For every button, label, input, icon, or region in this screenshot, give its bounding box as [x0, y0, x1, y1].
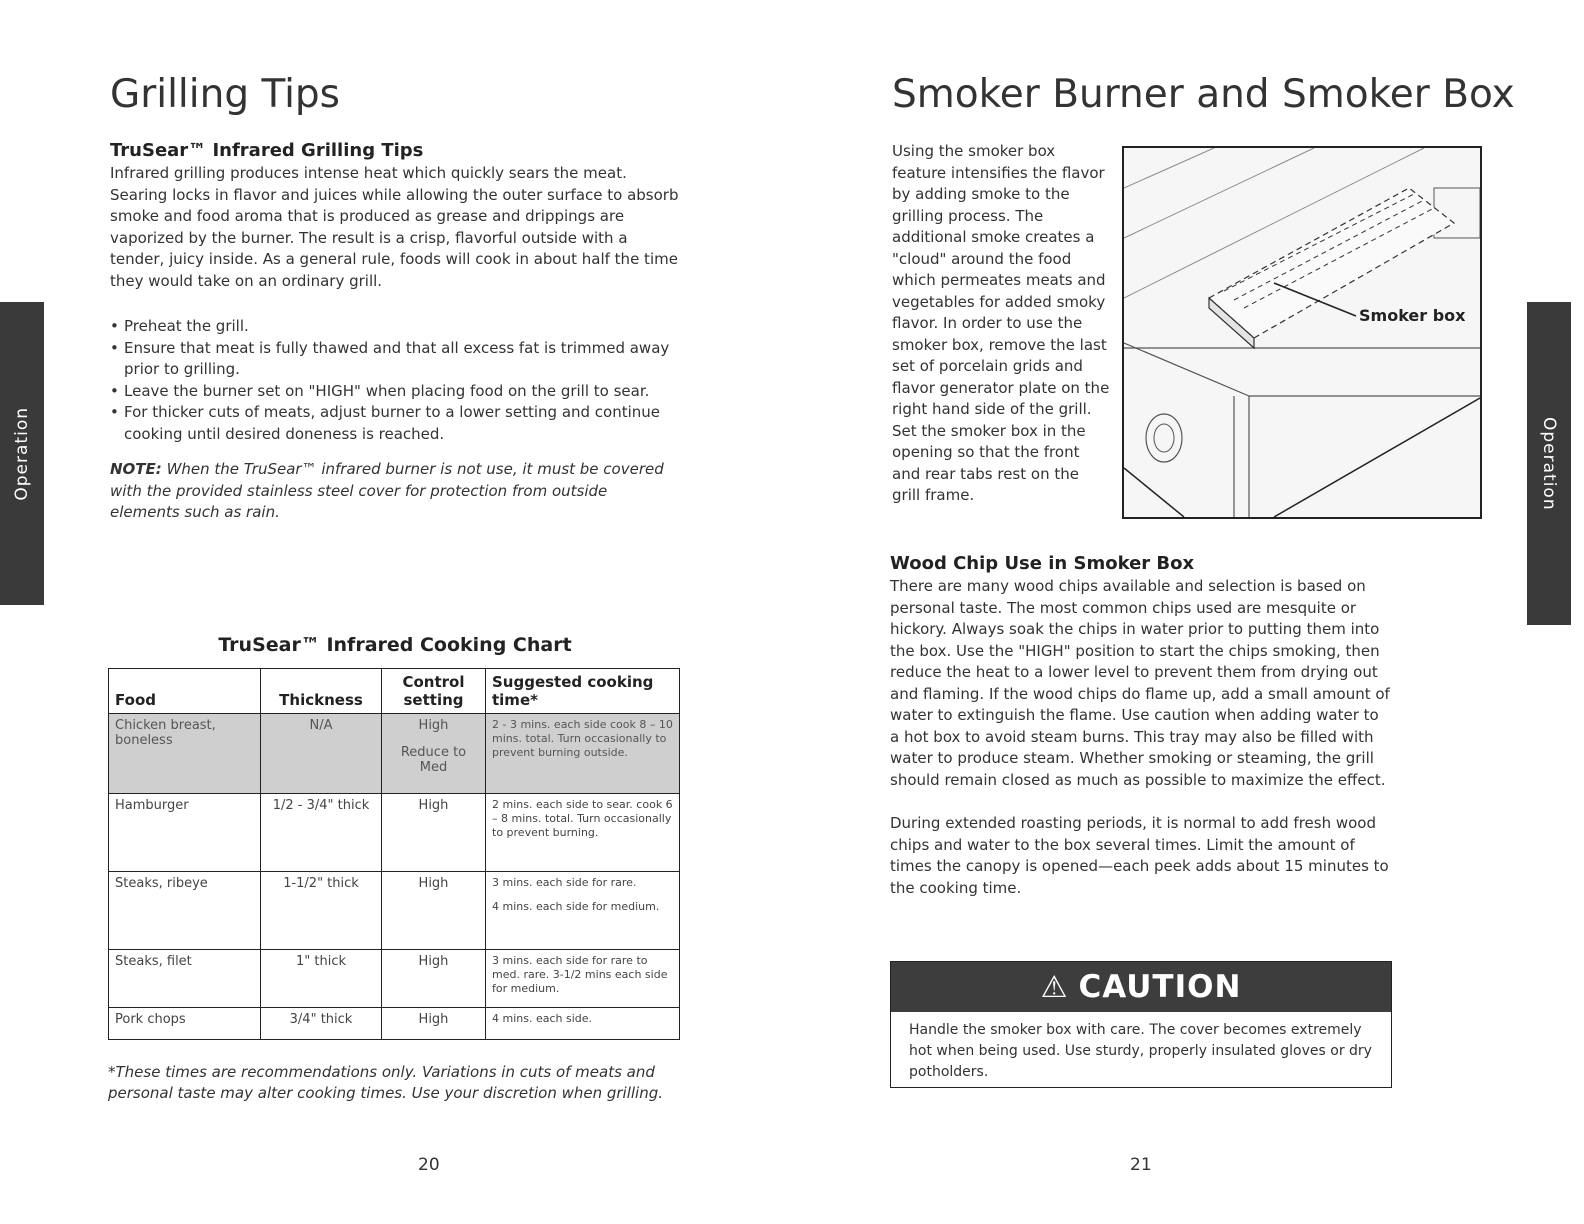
- list-item: • Preheat the grill.: [110, 316, 680, 338]
- right-page: [792, 0, 1584, 1224]
- table-row: [109, 794, 680, 872]
- wood-chip-section: [890, 553, 1390, 899]
- cell-food: Steaks, filet: [109, 950, 261, 1008]
- chart-footnote: *These times are recommendations only. Variations in cuts of meats and personal taste may alter cooking times. Use your discretion when grilling.: [108, 1063, 664, 1102]
- caution-label: CAUTION: [1078, 969, 1242, 1005]
- grill-drawing-icon: [1124, 148, 1480, 517]
- cell-time: 4 mins. each side.: [486, 1008, 680, 1040]
- time-medium: 4 mins. each side for medium.: [492, 900, 660, 913]
- section-title: Wood Chip Use in Smoker Box: [890, 553, 1195, 574]
- cell-thickness: 1/2 - 3/4" thick: [261, 794, 382, 872]
- table-row: [109, 714, 680, 794]
- caution-text: Handle the smoker box with care. The cover becomes extremely hot when being used. Use sturdy, properly insulated gloves or dry potholders.: [909, 1022, 1372, 1080]
- cell-setting: [382, 714, 486, 794]
- roasting-paragraph: During extended roasting periods, it is normal to add fresh wood chips and water to the box several times. Limit the amount of times the canopy is opened—each peek adds about 15 minutes to the cooking time.: [890, 814, 1389, 897]
- cell-setting: High: [382, 950, 486, 1008]
- smoker-box-illustration: [1122, 146, 1482, 519]
- list-item: • Leave the burner set on "HIGH" when placing food on the grill to sear.: [110, 381, 680, 403]
- figure-label-smoker-box: Smoker box: [1359, 306, 1466, 325]
- page-number: 20: [418, 1155, 440, 1175]
- time-rare: 3 mins. each side for rare.: [492, 876, 637, 889]
- table-row: [109, 1008, 680, 1040]
- cell-food: Chicken breast, boneless: [109, 714, 261, 794]
- header-food: Food: [109, 669, 261, 714]
- smoker-box-paragraph: Using the smoker box feature intensifies the flavor by adding smoke to the grilling process. The additional smoke creates a "cloud" around the food which permeates meats and vegetables for added smoky flavor. In order to use the smoker box, remove the last set of porcelain grids and flavor generator plate on the right hand side of the grill. Set the smoker box in the opening so that the front and rear tabs rest on the grill frame.: [892, 142, 1110, 504]
- cell-time: 2 mins. each side to sear. cook 6 – 8 mins. total. Turn occasionally to prevent burning.: [486, 794, 680, 872]
- cell-thickness: 1-1/2" thick: [261, 872, 382, 950]
- side-tab-label: Operation: [1539, 416, 1559, 511]
- note: [110, 459, 680, 524]
- cell-time: [486, 872, 680, 950]
- list-item: • For thicker cuts of meats, adjust burner to a lower setting and continue cooking until desired doneness is reached.: [110, 402, 680, 445]
- table-row: [109, 872, 680, 950]
- page-title: Grilling Tips: [110, 72, 341, 117]
- caution-banner: [891, 962, 1391, 1012]
- intro-paragraph: Infrared grilling produces intense heat which quickly sears the meat. Searing locks in flavor and juices while allowing the outer surface to absorb smoke and food aroma that is produced as grease and drippings are vaporized by the burner. The result is a crisp, flavorful outside with a tender, juicy inside. As a general rule, foods will cook in about half the time they would take on an ordinary grill.: [110, 164, 679, 290]
- cell-thickness: 3/4" thick: [261, 1008, 382, 1040]
- warning-triangle-icon: ⚠: [1040, 969, 1069, 1005]
- page-title: Smoker Burner and Smoker Box: [892, 72, 1515, 117]
- note-label: NOTE:: [110, 460, 162, 478]
- side-tab-operation: [1527, 302, 1571, 625]
- note-text: When the TruSear™ infrared burner is not use, it must be covered with the provided stainless steel cover for protection from outside elements such as rain.: [110, 460, 664, 521]
- cell-thickness: N/A: [261, 714, 382, 794]
- cell-food: Hamburger: [109, 794, 261, 872]
- page-number: 21: [1130, 1155, 1152, 1175]
- cell-setting: High: [382, 794, 486, 872]
- table-header-row: [109, 669, 680, 714]
- side-tab-label: Operation: [12, 406, 32, 501]
- cell-time: 3 mins. each side for rare to med. rare. 3-1/2 mins each side for medium.: [486, 950, 680, 1008]
- cell-food: Steaks, ribeye: [109, 872, 261, 950]
- header-thickness: Thickness: [261, 669, 382, 714]
- chart-title: TruSear™ Infrared Cooking Chart: [218, 634, 572, 656]
- cell-thickness: 1" thick: [261, 950, 382, 1008]
- cell-setting: High: [382, 1008, 486, 1040]
- cell-food: Pork chops: [109, 1008, 261, 1040]
- setting-reduce: Reduce to Med: [400, 745, 467, 775]
- grilling-tips-section: [110, 140, 680, 524]
- caution-box: [890, 961, 1392, 1088]
- list-item: • Ensure that meat is fully thawed and that all excess fat is trimmed away prior to grilling.: [110, 338, 680, 381]
- table-row: [109, 950, 680, 1008]
- cooking-chart-table: [108, 668, 680, 1040]
- header-cooking-time: Suggested cooking time*: [486, 669, 680, 714]
- section-title: TruSear™ Infrared Grilling Tips: [110, 140, 424, 161]
- setting-high: High: [418, 718, 449, 733]
- tips-list: [110, 316, 680, 445]
- side-tab-operation: [0, 302, 44, 605]
- wood-chip-paragraph: There are many wood chips available and selection is based on personal taste. The most common chips used are mesquite or hickory. Always soak the chips in water prior to putting them into the box. Use the "HIGH" position to start the chips smoking, then reduce the heat to a lower level to prevent them from drying out and flaming. If the wood chips do flame up, add a small amount of water to extinguish the flame. Use caution when adding water to a hot box to avoid steam burns. This tray may also be filled with water to produce steam. Whether smoking or steaming, the grill should remain closed as much as possible to maximize the effect.: [890, 577, 1390, 789]
- cell-time: 2 - 3 mins. each side cook 8 – 10 mins. total. Turn occasionally to prevent burning outside.: [486, 714, 680, 794]
- header-control-setting: Control setting: [382, 669, 486, 714]
- cell-setting: High: [382, 872, 486, 950]
